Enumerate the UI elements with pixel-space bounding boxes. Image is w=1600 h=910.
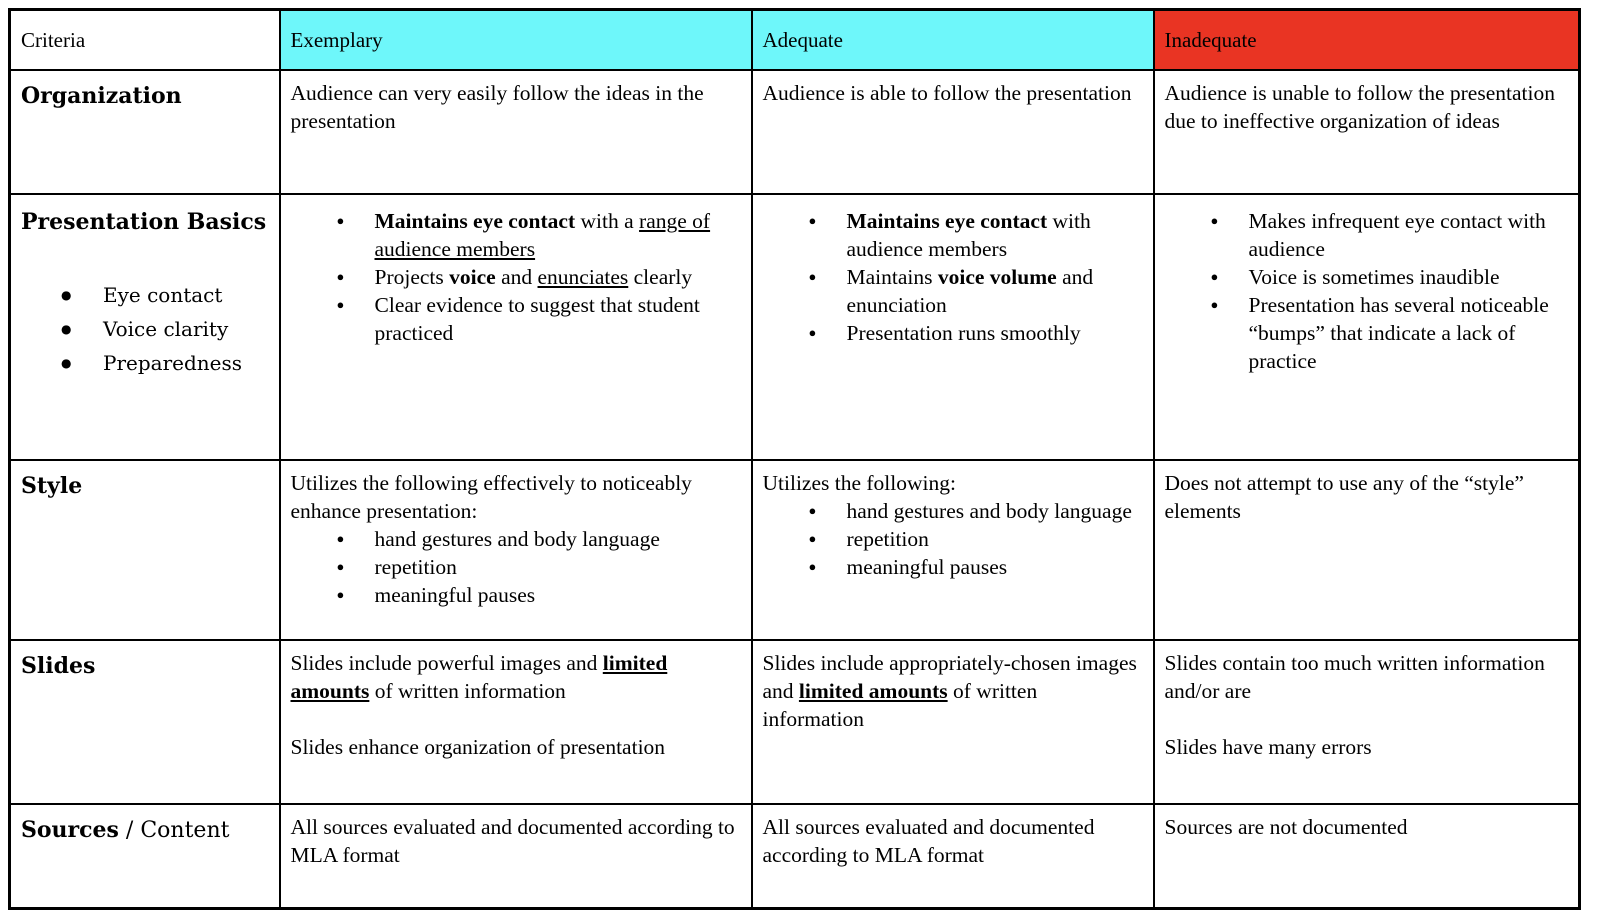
cell-paragraph — [291, 469, 741, 525]
blank-line — [21, 238, 269, 278]
bullet-text — [103, 312, 269, 346]
cell-paragraph — [291, 813, 741, 869]
text-segment: All sources evaluated and documented according to MLA format — [290, 815, 735, 867]
bullet-list — [1165, 207, 1569, 375]
cell-presentation-basics-exemplary — [280, 194, 752, 460]
text-segment: Sources — [21, 817, 119, 843]
text-segment: Utilizes the following effectively to noticeably enhance presentation: — [290, 471, 692, 523]
cell-organization-criterion — [10, 70, 280, 194]
bullet-text — [847, 263, 1143, 319]
bullet-list — [291, 525, 741, 609]
text-segment: of written information — [762, 679, 1038, 731]
cell-paragraph — [1165, 813, 1569, 841]
row-sources-content — [10, 804, 1580, 909]
cell-presentation-basics-criterion — [10, 194, 280, 460]
header-cell-inadequate: Inadequate — [1154, 10, 1580, 71]
row-presentation-basics — [10, 194, 1580, 460]
bullet-item — [763, 319, 1143, 347]
cell-sources-adequate — [752, 804, 1154, 909]
rubric-table — [8, 8, 1581, 910]
bullet-list — [763, 497, 1143, 581]
text-segment: enunciates — [537, 265, 629, 289]
header-row — [10, 10, 1580, 71]
text-segment: Maintains eye contact — [846, 209, 1048, 233]
text-segment: Slides contain too much written information and/or are — [1164, 651, 1545, 703]
bullet-text — [847, 207, 1143, 263]
text-segment: voice volume — [937, 265, 1057, 289]
cell-organization-adequate — [752, 70, 1154, 194]
text-segment: repetition — [846, 527, 929, 551]
cell-presentation-basics-inadequate — [1154, 194, 1580, 460]
bullet-list — [21, 278, 269, 380]
cell-paragraph — [1165, 79, 1569, 135]
cell-organization-exemplary — [280, 70, 752, 194]
bullet-text — [847, 497, 1143, 525]
criterion-title — [21, 471, 269, 502]
bullet-icon: ● — [808, 531, 817, 546]
bullet-icon: ● — [808, 269, 817, 284]
bullet-text — [375, 263, 741, 291]
row-style — [10, 460, 1580, 640]
text-segment: Clear evidence to suggest that student practiced — [374, 293, 700, 345]
text-segment: Presentation has several noticeable “bumps” that indicate a lack of practice — [1248, 293, 1549, 373]
cell-slides-adequate — [752, 640, 1154, 804]
cell-paragraph — [763, 649, 1143, 733]
text-segment: meaningful pauses — [374, 583, 536, 607]
text-segment: voice — [449, 265, 496, 289]
text-segment: of written information — [369, 679, 566, 703]
text-segment: Slides enhance organization of presentation — [290, 735, 666, 759]
cell-paragraph — [763, 469, 1143, 497]
bullet-text — [1249, 207, 1569, 263]
cell-paragraph — [1165, 469, 1569, 525]
cell-paragraph — [291, 733, 741, 761]
bullet-icon: ● — [1210, 213, 1219, 228]
header-cell-criteria: Criteria — [10, 10, 280, 71]
text-segment: Voice is sometimes inaudible — [1248, 265, 1500, 289]
bullet-item — [291, 207, 741, 263]
text-segment: Style — [21, 473, 83, 499]
text-segment: / Content — [118, 818, 230, 843]
cell-slides-inadequate — [1154, 640, 1580, 804]
text-segment: All sources evaluated and documented according to MLA format — [762, 815, 1095, 867]
bullet-item — [21, 346, 269, 380]
bullet-text — [847, 553, 1143, 581]
text-segment: Maintains — [846, 265, 938, 289]
text-segment: Makes infrequent eye contact with audience — [1248, 209, 1546, 261]
bullet-text — [375, 553, 741, 581]
bullet-item — [763, 207, 1143, 263]
bullet-icon: ● — [1210, 297, 1219, 312]
bullet-item — [763, 497, 1143, 525]
cell-slides-exemplary — [280, 640, 752, 804]
bullet-item — [763, 525, 1143, 553]
bullet-item — [21, 312, 269, 346]
bullet-icon: ● — [336, 269, 345, 284]
text-segment: Sources are not documented — [1164, 815, 1408, 839]
cell-paragraph — [1165, 733, 1569, 761]
bullet-text — [375, 207, 741, 263]
header-cell-exemplary: Exemplary — [280, 10, 752, 71]
bullet-text — [375, 291, 741, 347]
bullet-list — [291, 207, 741, 347]
text-segment: Audience is unable to follow the presentation due to ineffective organization of ideas — [1164, 81, 1555, 133]
row-organization — [10, 70, 1580, 194]
bullet-icon: ● — [336, 531, 345, 546]
bullet-item — [1165, 291, 1569, 375]
criterion-title — [21, 815, 269, 846]
bullet-text — [103, 278, 269, 312]
bullet-item — [763, 263, 1143, 319]
text-segment: range of audience members — [374, 209, 711, 261]
text-segment: meaningful pauses — [846, 555, 1008, 579]
bullet-item — [1165, 207, 1569, 263]
bullet-icon: ● — [336, 559, 345, 574]
text-segment: Slides include powerful images and — [290, 651, 603, 675]
cell-sources-criterion — [10, 804, 280, 909]
cell-paragraph — [291, 649, 741, 705]
cell-slides-criterion — [10, 640, 280, 804]
text-segment: Audience is able to follow the presentation — [762, 81, 1132, 105]
bullet-text — [847, 319, 1143, 347]
header-cell-adequate: Adequate — [752, 10, 1154, 71]
bullet-icon: ● — [61, 288, 72, 302]
row-slides — [10, 640, 1580, 804]
cell-presentation-basics-adequate — [752, 194, 1154, 460]
cell-organization-inadequate — [1154, 70, 1580, 194]
bullet-item — [763, 553, 1143, 581]
bullet-text — [1249, 263, 1569, 291]
text-segment: Audience can very easily follow the ideas in the presentation — [290, 81, 704, 133]
text-segment: with audience members — [846, 209, 1091, 261]
bullet-item — [1165, 263, 1569, 291]
cell-paragraph — [1165, 649, 1569, 705]
cell-paragraph — [763, 79, 1143, 107]
text-segment: Does not attempt to use any of the “style” elements — [1164, 471, 1524, 523]
text-segment: Organization — [21, 83, 182, 109]
bullet-text — [847, 525, 1143, 553]
bullet-text — [103, 346, 269, 380]
text-segment: limited amounts — [290, 651, 668, 703]
bullet-icon: ● — [61, 322, 72, 336]
text-segment: limited amounts — [798, 679, 948, 703]
text-segment: Maintains eye contact — [374, 209, 576, 233]
text-segment: with a — [575, 209, 640, 233]
text-segment: Slides have many errors — [1164, 735, 1372, 759]
text-segment: Slides — [21, 653, 96, 679]
criterion-title — [21, 651, 269, 682]
cell-paragraph — [763, 813, 1143, 869]
text-segment: Slides include appropriately-chosen images and — [762, 651, 1137, 703]
text-segment: Utilizes the following: — [762, 471, 956, 495]
blank-line — [291, 705, 741, 733]
cell-paragraph — [291, 79, 741, 135]
bullet-item — [21, 278, 269, 312]
cell-sources-inadequate — [1154, 804, 1580, 909]
bullet-icon: ● — [808, 213, 817, 228]
text-segment: Preparedness — [103, 351, 243, 375]
text-segment: clearly — [628, 265, 693, 289]
cell-style-criterion — [10, 460, 280, 640]
cell-style-adequate — [752, 460, 1154, 640]
bullet-icon: ● — [1210, 269, 1219, 284]
text-segment: Voice clarity — [103, 317, 229, 341]
bullet-icon: ● — [336, 587, 345, 602]
bullet-list — [763, 207, 1143, 347]
bullet-icon: ● — [61, 356, 72, 370]
bullet-text — [375, 581, 741, 609]
bullet-item — [291, 263, 741, 291]
bullet-icon: ● — [336, 297, 345, 312]
cell-sources-exemplary — [280, 804, 752, 909]
text-segment: Presentation Basics — [21, 209, 267, 235]
text-segment: hand gestures and body language — [374, 527, 660, 551]
criterion-title — [21, 207, 269, 238]
blank-line — [1165, 705, 1569, 733]
text-segment: repetition — [374, 555, 457, 579]
bullet-item — [291, 581, 741, 609]
bullet-icon: ● — [808, 325, 817, 340]
text-segment: and enunciation — [846, 265, 1094, 317]
text-segment: Eye contact — [103, 283, 223, 307]
bullet-item — [291, 525, 741, 553]
criterion-title — [21, 81, 269, 112]
bullet-item — [291, 291, 741, 347]
text-segment: hand gestures and body language — [846, 499, 1132, 523]
cell-style-exemplary — [280, 460, 752, 640]
cell-style-inadequate — [1154, 460, 1580, 640]
text-segment: Projects — [374, 265, 450, 289]
bullet-text — [375, 525, 741, 553]
text-segment: Presentation runs smoothly — [846, 321, 1081, 345]
bullet-icon: ● — [808, 503, 817, 518]
text-segment: and — [495, 265, 538, 289]
bullet-text — [1249, 291, 1569, 375]
bullet-icon: ● — [808, 559, 817, 574]
bullet-icon: ● — [336, 213, 345, 228]
bullet-item — [291, 553, 741, 581]
